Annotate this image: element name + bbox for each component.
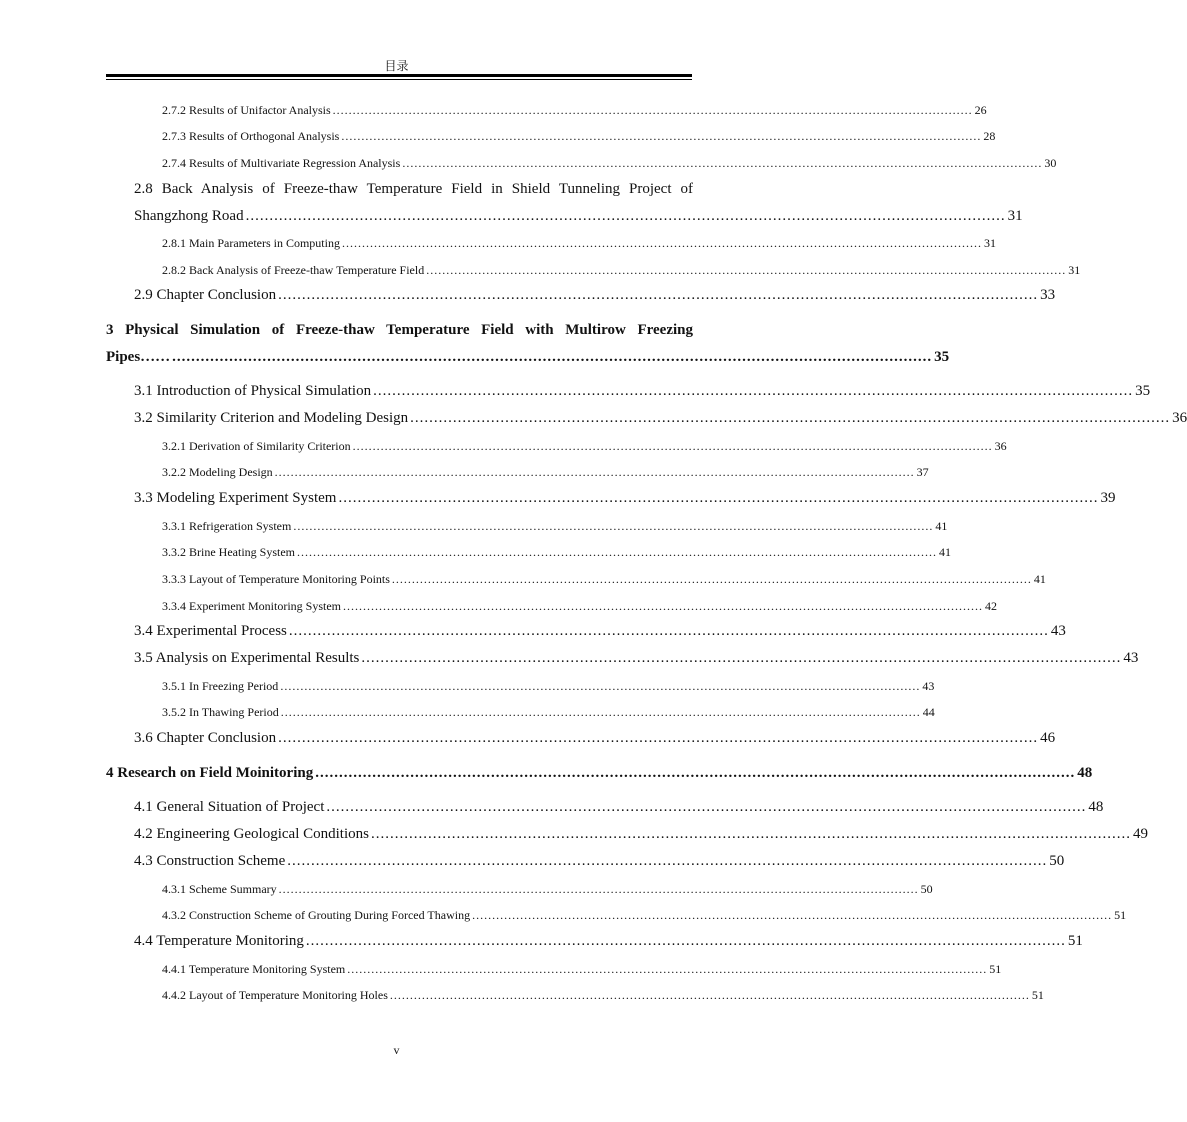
toc-entry-4-4-2[interactable]: 4.4.2 Layout of Temperature Monitoring Holes ................................................................................................................................................................ 51 bbox=[162, 988, 1044, 1002]
toc-entry-3-2-2[interactable]: 3.2.2 Modeling Design ................................................................................................................................................................ 37 bbox=[162, 465, 929, 479]
toc-entry-4-3[interactable]: 4.3 Construction Scheme ................................................................................................................................................................ 50 bbox=[134, 853, 1065, 869]
toc-entry-3-1[interactable]: 3.1 Introduction of Physical Simulation ................................................................................................................................................................ 35 bbox=[134, 383, 1151, 399]
leader-dots: ................................................................................................................................................................ bbox=[402, 156, 1043, 170]
toc-entry-3-3-2[interactable]: 3.3.2 Brine Heating System ................................................................................................................................................................ 41 bbox=[162, 545, 951, 559]
toc-entry-4-2[interactable]: 4.2 Engineering Geological Conditions ................................................................................................................................................................ 49 bbox=[134, 826, 1148, 842]
leader-dots: ................................................................................................................................................................ bbox=[278, 287, 1039, 303]
toc-entry-3-3[interactable]: 3.3 Modeling Experiment System ................................................................................................................................................................ 39 bbox=[134, 490, 1116, 506]
toc-entry-3-3-4[interactable]: 3.3.4 Experiment Monitoring System ................................................................................................................................................................ 42 bbox=[162, 599, 997, 613]
leader-dots: ................................................................................................................................................................ bbox=[373, 383, 1134, 399]
leader-dots: ................................................................................................................................................................ bbox=[280, 705, 921, 719]
leader-dots: ................................................................................................................................................................ bbox=[274, 465, 915, 479]
toc-entry-4-3-1[interactable]: 4.3.1 Scheme Summary ................................................................................................................................................................ 50 bbox=[162, 882, 933, 896]
toc-entry-3-4[interactable]: 3.4 Experimental Process ................................................................................................................................................................ 43 bbox=[134, 623, 1066, 639]
toc-entry-4-4-1[interactable]: 4.4.1 Temperature Monitoring System ................................................................................................................................................................ 51 bbox=[162, 962, 1002, 976]
leader-dots: ................................................................................................................................................................ bbox=[391, 572, 1032, 586]
toc-entry-4-1[interactable]: 4.1 General Situation of Project ................................................................................................................................................................ 48 bbox=[134, 799, 1104, 815]
toc-chapter-4[interactable]: 4 Research on Field Moinitoring ................................................................................................................................................................ 48 bbox=[106, 765, 1093, 781]
leader-dots: ................................................................................................................................................................ bbox=[287, 853, 1048, 869]
toc-entry-2-7-2[interactable]: 2.7.2 Results of Unifactor Analysis ................................................................................................................................................................ 26 bbox=[162, 103, 987, 117]
leader-dots: ................................................................................................................................................................ bbox=[338, 490, 1099, 506]
toc-entry-2-8-2[interactable]: 2.8.2 Back Analysis of Freeze-thaw Temperature Field ................................................................................................................................................................ 31 bbox=[162, 263, 1081, 277]
leader-dots: ................................................................................................................................................................ bbox=[326, 799, 1087, 815]
leader-dots: ................................................................................................................................................................ bbox=[361, 650, 1122, 666]
leader-dots: ................................................................................................................................................................ bbox=[352, 439, 993, 453]
leader-dots: ................................................................................................................................................................ bbox=[341, 236, 982, 250]
toc-entry-3-6[interactable]: 3.6 Chapter Conclusion ................................................................................................................................................................ 46 bbox=[134, 730, 1056, 746]
leader-dots: ................................................................................................................................................................ bbox=[293, 519, 934, 533]
toc-entry-2-8-line1[interactable]: 2.8 Back Analysis of Freeze-thaw Temperature Field in Shield Tunneling Project of bbox=[134, 181, 693, 197]
leader-dots: ................................................................................................................................................................ bbox=[278, 882, 919, 896]
leader-dots: ................................................................................................................................................................ bbox=[370, 826, 1131, 842]
leader-dots: ................................................................................................................................................................ bbox=[280, 679, 921, 693]
toc-chapter-3-line1[interactable]: 3 Physical Simulation of Freeze-thaw Temperature Field with Multirow Freezing bbox=[106, 322, 693, 338]
leader-dots: ................................................................................................................................................................ bbox=[343, 599, 983, 613]
toc-entry-3-3-1[interactable]: 3.3.1 Refrigeration System ................................................................................................................................................................ 41 bbox=[162, 519, 948, 533]
toc-entry-2-7-3[interactable]: 2.7.3 Results of Orthogonal Analysis ................................................................................................................................................................ 28 bbox=[162, 129, 996, 143]
toc-entry-3-2[interactable]: 3.2 Similarity Criterion and Modeling Design ................................................................................................................................................................ 36 bbox=[134, 410, 1187, 426]
toc-entry-2-8-1[interactable]: 2.8.1 Main Parameters in Computing ................................................................................................................................................................ 31 bbox=[162, 236, 996, 250]
leader-dots: ................................................................................................................................................................ bbox=[288, 623, 1049, 639]
leader-dots: ................................................................................................................................................................ bbox=[245, 208, 1006, 224]
leader-dots: ................................................................................................................................................................ bbox=[347, 962, 988, 976]
toc-entry-2-8[interactable]: Shangzhong Road ................................................................................................................................................................ 31 bbox=[134, 208, 1023, 224]
toc-entry-2-7-4[interactable]: 2.7.4 Results of Multivariate Regression Analysis ................................................................................................................................................................ 30 bbox=[162, 156, 1057, 170]
toc-entry-4-4[interactable]: 4.4 Temperature Monitoring ................................................................................................................................................................ 51 bbox=[134, 933, 1083, 949]
toc-entry-3-3-3[interactable]: 3.3.3 Layout of Temperature Monitoring Points ................................................................................................................................................................ 41 bbox=[162, 572, 1046, 586]
toc-chapter-3[interactable]: Pipes…… ................................................................................................................................................................ 35 bbox=[106, 349, 950, 365]
page-number: v bbox=[393, 1043, 400, 1057]
leader-dots: ................................................................................................................................................................ bbox=[315, 765, 1076, 781]
leader-dots: ................................................................................................................................................................ bbox=[278, 730, 1039, 746]
leader-dots: ................................................................................................................................................................ bbox=[172, 349, 933, 365]
leader-dots: ................................................................................................................................................................ bbox=[410, 410, 1171, 426]
toc-entry-3-5-2[interactable]: 3.5.2 In Thawing Period ................................................................................................................................................................ 44 bbox=[162, 705, 935, 719]
leader-dots: ................................................................................................................................................................ bbox=[341, 129, 982, 143]
toc-entry-3-5[interactable]: 3.5 Analysis on Experimental Results ................................................................................................................................................................ 43 bbox=[134, 650, 1139, 666]
leader-dots: ................................................................................................................................................................ bbox=[296, 545, 937, 559]
header-title: 目录 bbox=[384, 59, 409, 73]
leader-dots: ................................................................................................................................................................ bbox=[332, 103, 973, 117]
toc-entry-2-9[interactable]: 2.9 Chapter Conclusion ................................................................................................................................................................ 33 bbox=[134, 287, 1056, 303]
toc-entry-4-3-2[interactable]: 4.3.2 Construction Scheme of Grouting During Forced Thawing ................................................................................................................................................................ 51 bbox=[162, 908, 1127, 922]
leader-dots: ................................................................................................................................................................ bbox=[426, 263, 1067, 277]
toc-entry-3-2-1[interactable]: 3.2.1 Derivation of Similarity Criterion ................................................................................................................................................................ 36 bbox=[162, 439, 1007, 453]
leader-dots: ................................................................................................................................................................ bbox=[305, 933, 1066, 949]
leader-dots: ................................................................................................................................................................ bbox=[472, 908, 1113, 922]
toc-entry-3-5-1[interactable]: 3.5.1 In Freezing Period ................................................................................................................................................................ 43 bbox=[162, 679, 935, 693]
leader-dots: ................................................................................................................................................................ bbox=[389, 988, 1030, 1002]
